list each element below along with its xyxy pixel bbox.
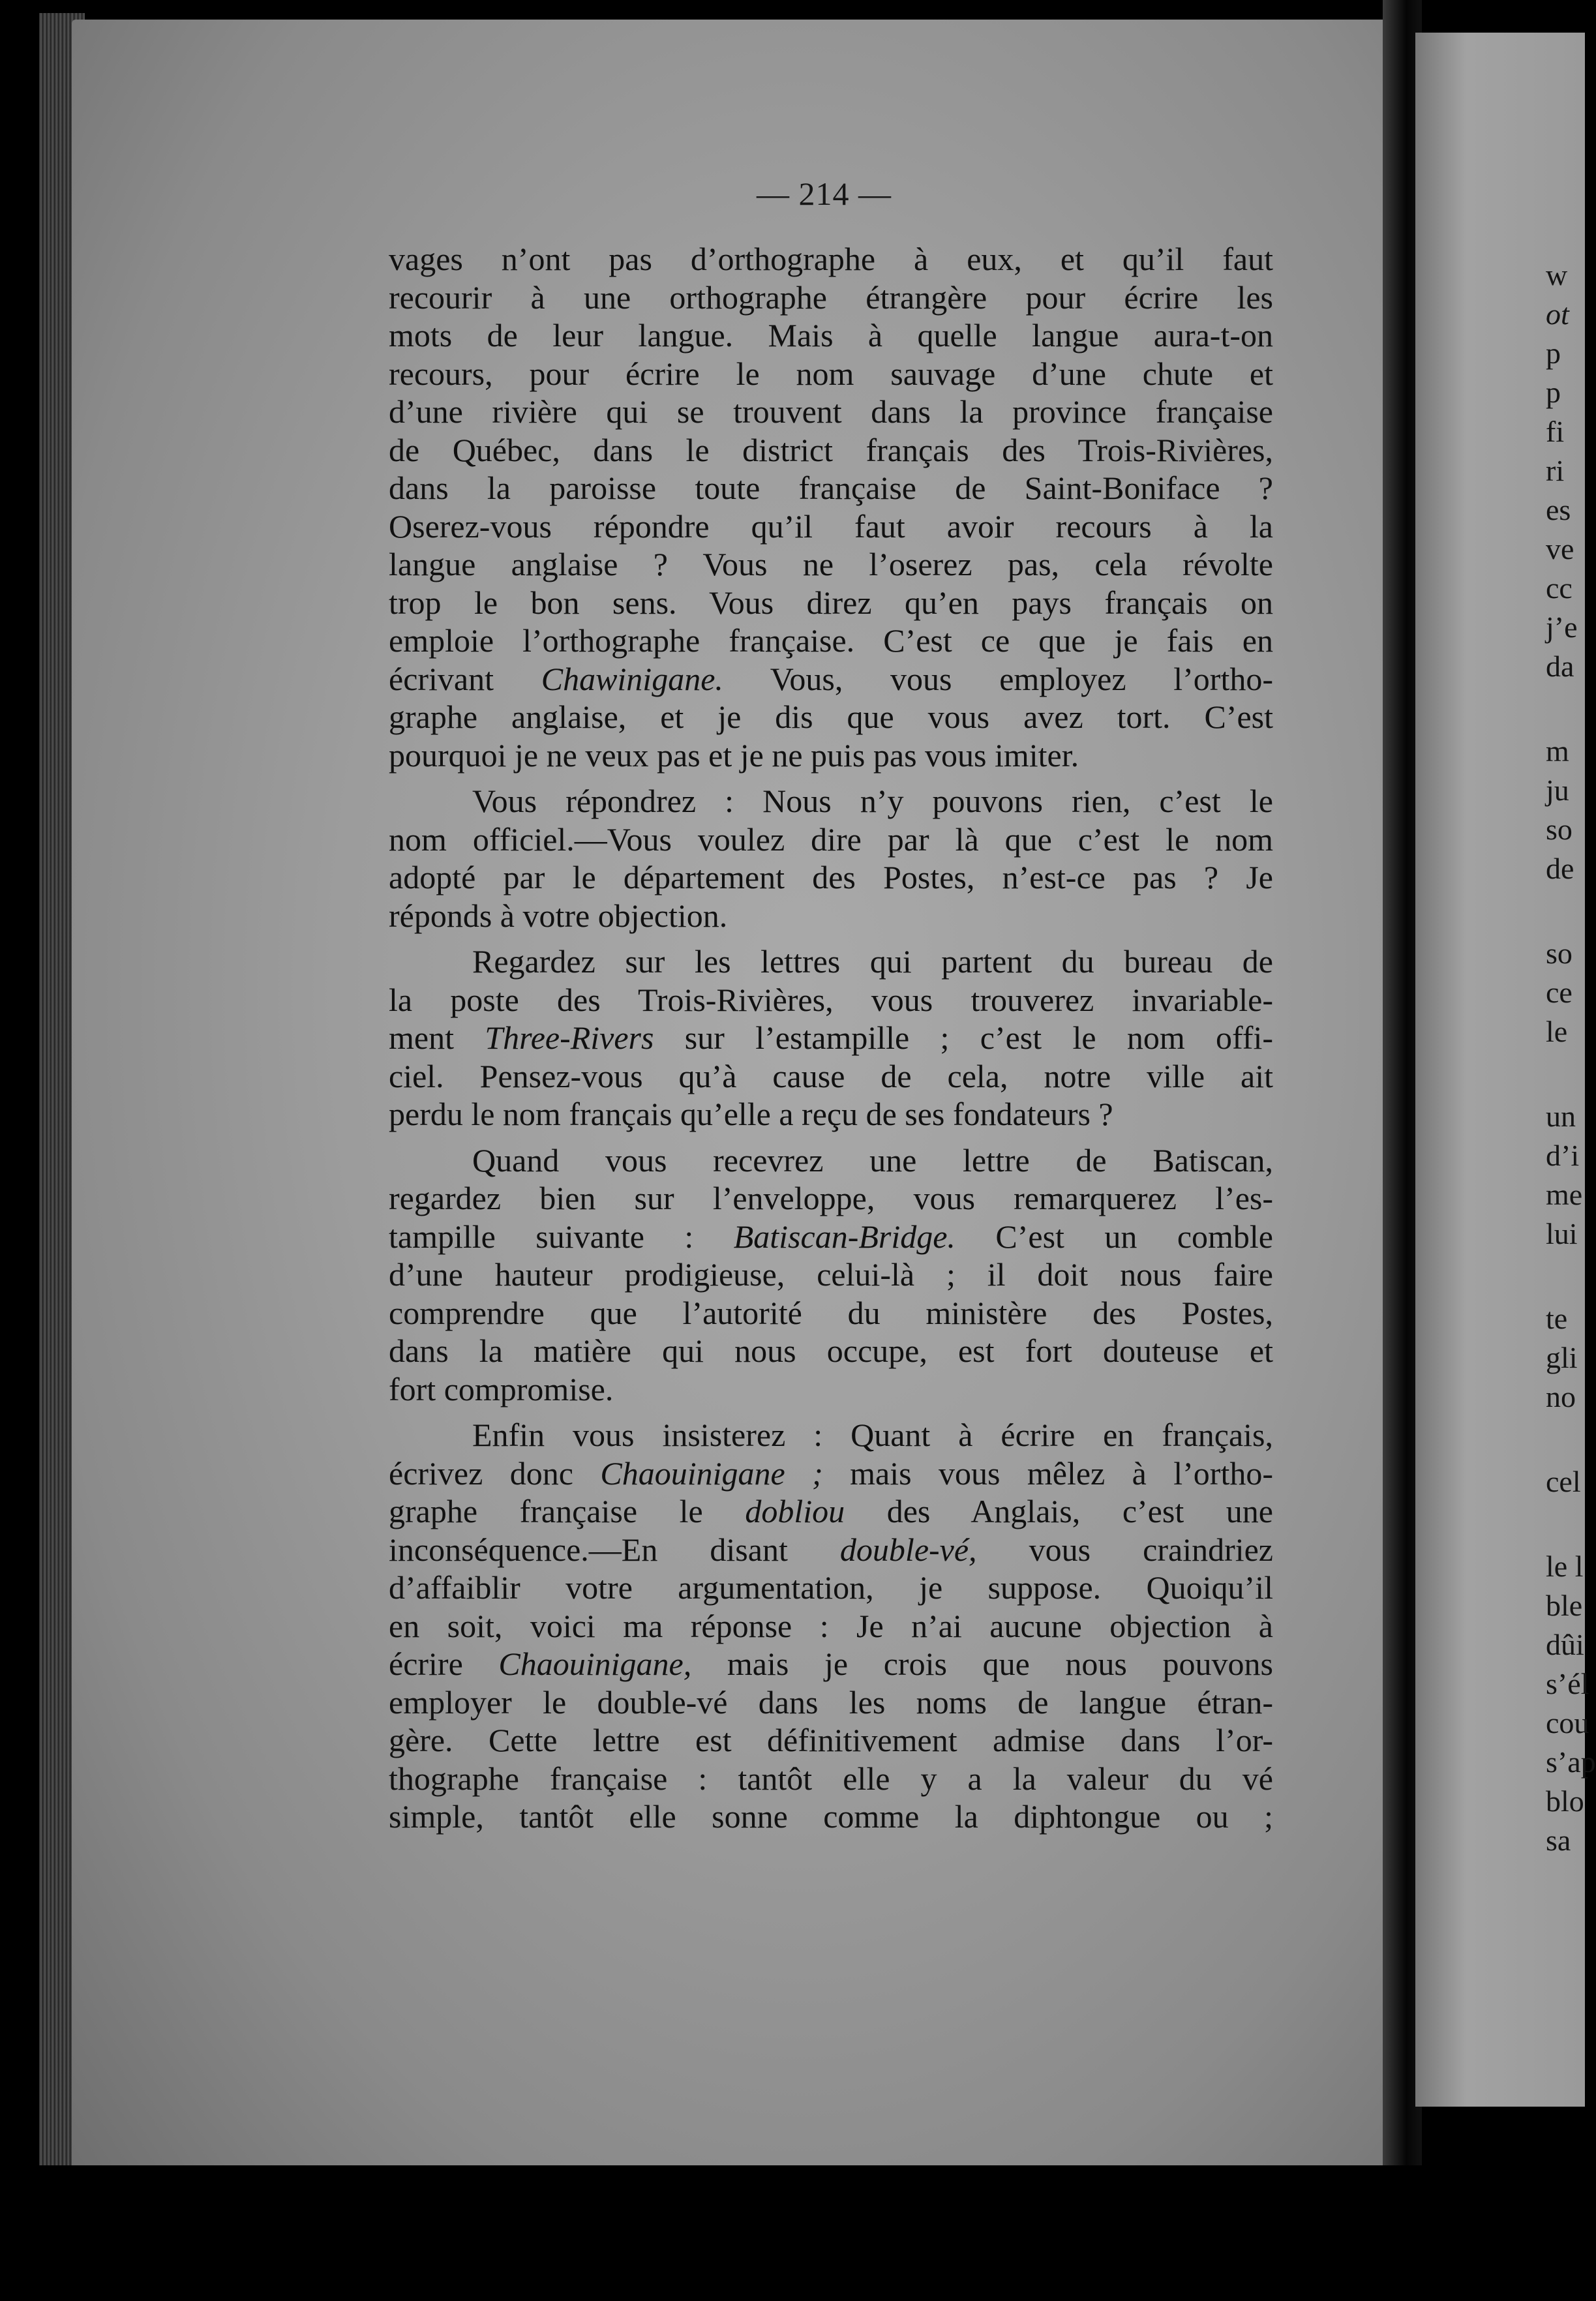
right-page-fragment: te bbox=[1546, 1302, 1568, 1335]
text-run: ment bbox=[389, 1019, 485, 1056]
italic-term: Batiscan-Bridge. bbox=[733, 1218, 956, 1255]
text-run: recourir à une orthographe étrangère pour écrire les bbox=[389, 278, 1273, 316]
text-run: fort compromise. bbox=[389, 1370, 614, 1407]
right-page-fragment: sa bbox=[1546, 1824, 1571, 1857]
paragraph bbox=[389, 240, 1273, 774]
text-line bbox=[389, 1721, 1273, 1760]
text-run: d’affaiblir votre argumentation, je suppose. Quoiqu’il bbox=[389, 1569, 1273, 1606]
text-line bbox=[389, 942, 1273, 981]
text-run: comprendre que l’autorité du ministère des Postes, bbox=[389, 1294, 1273, 1331]
text-run: des Anglais, c’est une bbox=[845, 1493, 1274, 1529]
text-run: trop le bon sens. Vous direz qu’en pays français on bbox=[389, 584, 1273, 621]
text-line bbox=[389, 1797, 1273, 1836]
text-line bbox=[389, 1645, 1273, 1683]
right-page-fragment: p bbox=[1546, 337, 1561, 370]
text-line bbox=[389, 1416, 1273, 1454]
right-page-fragment: cc bbox=[1546, 571, 1573, 605]
text-line bbox=[389, 1332, 1273, 1370]
text-run: thographe française : tantôt elle y a la valeur du vé bbox=[389, 1760, 1273, 1797]
text-line bbox=[389, 1095, 1273, 1134]
right-page-fragment: gli bbox=[1546, 1341, 1578, 1374]
text-line bbox=[389, 278, 1273, 317]
right-page-fragment: blo bbox=[1546, 1784, 1584, 1818]
right-page-fragment: s’él bbox=[1546, 1667, 1589, 1700]
right-page-fragment: ble bbox=[1546, 1589, 1583, 1622]
right-page-fragment: w bbox=[1546, 258, 1568, 292]
text-line bbox=[389, 782, 1273, 820]
right-page-fragment: s’ap bbox=[1546, 1745, 1596, 1779]
text-line bbox=[389, 858, 1273, 897]
paragraph bbox=[389, 782, 1273, 935]
text-line bbox=[389, 897, 1273, 935]
text-line bbox=[389, 1294, 1273, 1332]
right-page-fragment: ri bbox=[1546, 454, 1565, 487]
text-run: nom officiel.—Vous voulez dire par là que c’est le nom bbox=[389, 820, 1273, 858]
right-page-fragment: me bbox=[1546, 1178, 1583, 1211]
text-line bbox=[389, 1179, 1273, 1218]
text-line bbox=[389, 1569, 1273, 1607]
text-line bbox=[389, 240, 1273, 278]
text-run: la poste des Trois-Rivières, vous trouverez invariable- bbox=[389, 981, 1273, 1018]
text-line bbox=[389, 393, 1273, 431]
text-line bbox=[389, 981, 1273, 1019]
text-run: écrivez donc bbox=[389, 1454, 601, 1492]
text-line bbox=[389, 698, 1273, 736]
scan-bottom-border bbox=[0, 2165, 1576, 2301]
italic-term: Chawinigane. bbox=[541, 660, 723, 697]
text-run: Enfin vous insisterez : Quant à écrire en français, bbox=[472, 1417, 1273, 1453]
italic-term: Chaouinigane, bbox=[498, 1646, 692, 1682]
text-run: Regardez sur les lettres qui partent du bureau de bbox=[472, 943, 1273, 980]
right-page-fragment: ju bbox=[1546, 774, 1569, 807]
text-line bbox=[389, 1607, 1273, 1646]
text-run: écrire bbox=[389, 1646, 499, 1682]
text-line bbox=[389, 355, 1273, 393]
text-run: mais vous mêlez à l’ortho- bbox=[822, 1454, 1273, 1492]
right-page-fragment: p bbox=[1546, 376, 1561, 409]
text-run: employer le double-vé dans les noms de langue étran- bbox=[389, 1683, 1273, 1721]
right-page-fragment: m bbox=[1546, 734, 1569, 768]
text-line bbox=[389, 1141, 1273, 1180]
right-page-fragment: le l bbox=[1546, 1550, 1584, 1583]
right-page-fragment: es bbox=[1546, 493, 1571, 526]
right-page-fragment: cel bbox=[1546, 1465, 1581, 1498]
text-run: mots de leur langue. Mais à quelle langue aura-t-on bbox=[389, 317, 1273, 353]
text-line bbox=[389, 469, 1273, 507]
text-line bbox=[389, 1760, 1273, 1798]
paragraph bbox=[389, 1141, 1273, 1409]
text-run: langue anglaise ? Vous ne l’oserez pas, cela révolte bbox=[389, 546, 1273, 582]
text-run: dans la matière qui nous occupe, est fort douteuse et bbox=[389, 1332, 1273, 1369]
text-run: sur l’estampille ; c’est le nom offi- bbox=[654, 1019, 1273, 1056]
right-page-fragment: so bbox=[1546, 937, 1573, 970]
right-page-fragment: de bbox=[1546, 852, 1574, 885]
text-run: graphe française le bbox=[389, 1493, 745, 1529]
text-run: réponds à votre objection. bbox=[389, 897, 728, 934]
page-number: — 214 — bbox=[757, 175, 892, 212]
text-line bbox=[389, 1492, 1273, 1531]
text-run: recours, pour écrire le nom sauvage d’une chute et bbox=[389, 355, 1273, 392]
text-run: C’est un comble bbox=[955, 1218, 1273, 1255]
text-run: pourquoi je ne veux pas et je ne puis pas vous imiter. bbox=[389, 736, 1079, 774]
text-line bbox=[389, 507, 1273, 546]
text-line bbox=[389, 1218, 1273, 1256]
text-run: d’une hauteur prodigieuse, celui-là ; il doit nous faire bbox=[389, 1256, 1273, 1293]
right-page-fragment: ve bbox=[1546, 532, 1574, 565]
text-run: inconséquence.—En disant bbox=[389, 1531, 840, 1568]
text-line bbox=[389, 1531, 1273, 1569]
right-page-fragment: da bbox=[1546, 650, 1574, 683]
text-line bbox=[389, 431, 1273, 470]
italic-term: Chaouinigane ; bbox=[600, 1454, 823, 1492]
right-page-fragment: no bbox=[1546, 1380, 1576, 1413]
italic-term: dobliou bbox=[745, 1493, 845, 1529]
text-run: gère. Cette lettre est définitivement admise dans l’or- bbox=[389, 1722, 1273, 1758]
text-run: en soit, voici ma réponse : Je n’ai aucune objection à bbox=[389, 1607, 1273, 1644]
text-run: simple, tantôt elle sonne comme la diphtongue ou ; bbox=[389, 1798, 1273, 1835]
right-page-fragment: d’i bbox=[1546, 1139, 1580, 1172]
right-page-fragment: lui bbox=[1546, 1217, 1578, 1250]
italic-term: double-vé, bbox=[839, 1531, 977, 1568]
body-text bbox=[389, 240, 1273, 1836]
text-line bbox=[389, 1683, 1273, 1722]
right-page-fragment: ce bbox=[1546, 976, 1573, 1009]
text-run: Quand vous recevrez une lettre de Batiscan, bbox=[472, 1141, 1273, 1179]
right-page-fragment: fi bbox=[1546, 415, 1565, 448]
text-run: emploie l’orthographe française. C’est ce que je fais en bbox=[389, 622, 1273, 659]
text-line bbox=[389, 820, 1273, 859]
text-line bbox=[389, 736, 1273, 775]
text-run: perdu le nom français qu’elle a reçu de ses fondateurs ? bbox=[389, 1096, 1113, 1132]
right-page-fragment: un bbox=[1546, 1100, 1576, 1133]
text-run: mais je crois que nous pouvons bbox=[691, 1646, 1273, 1682]
right-page-fragment: le bbox=[1546, 1015, 1568, 1048]
text-run: de Québec, dans le district français des Trois-Rivières, bbox=[389, 431, 1273, 468]
right-page-fragment: j’e bbox=[1546, 610, 1578, 644]
text-line bbox=[389, 584, 1273, 622]
text-line bbox=[389, 1057, 1273, 1096]
text-run: d’une rivière qui se trouvent dans la province française bbox=[389, 393, 1273, 430]
text-run: adopté par le département des Postes, n’est-ce pas ? Je bbox=[389, 859, 1273, 895]
right-page-fragment: dûi bbox=[1546, 1628, 1584, 1661]
right-page-fragment: ot bbox=[1546, 297, 1569, 331]
text-line bbox=[389, 1256, 1273, 1294]
text-line bbox=[389, 1454, 1273, 1493]
text-run: tampille suivante : bbox=[389, 1218, 734, 1255]
text-run: ciel. Pensez-vous qu’à cause de cela, notre ville ait bbox=[389, 1057, 1273, 1094]
right-page-fragment: cou bbox=[1546, 1706, 1589, 1739]
italic-term: Three-Rivers bbox=[485, 1019, 654, 1056]
text-run: regardez bien sur l’enveloppe, vous remarquerez l’es- bbox=[389, 1180, 1273, 1216]
text-line bbox=[389, 1019, 1273, 1057]
text-run: vous craindriez bbox=[976, 1531, 1273, 1568]
text-line bbox=[389, 1370, 1273, 1409]
text-line bbox=[389, 545, 1273, 584]
text-run: dans la paroisse toute française de Saint-Boniface ? bbox=[389, 470, 1273, 506]
paragraph bbox=[389, 1416, 1273, 1836]
right-page-fragment: so bbox=[1546, 813, 1573, 846]
text-run: vages n’ont pas d’orthographe à eux, et qu’il faut bbox=[389, 241, 1273, 277]
text-run: Oserez-vous répondre qu’il faut avoir recours à la bbox=[389, 507, 1273, 545]
text-line bbox=[389, 660, 1273, 699]
text-run: écrivant bbox=[389, 660, 541, 697]
text-run: Vous, vous employez l’ortho- bbox=[723, 660, 1273, 697]
text-line bbox=[389, 316, 1273, 355]
paragraph bbox=[389, 942, 1273, 1134]
text-run: Vous répondrez : Nous n’y pouvons rien, c’est le bbox=[472, 783, 1273, 819]
text-line bbox=[389, 622, 1273, 660]
text-run: graphe anglaise, et je dis que vous avez tort. C’est bbox=[389, 699, 1273, 735]
